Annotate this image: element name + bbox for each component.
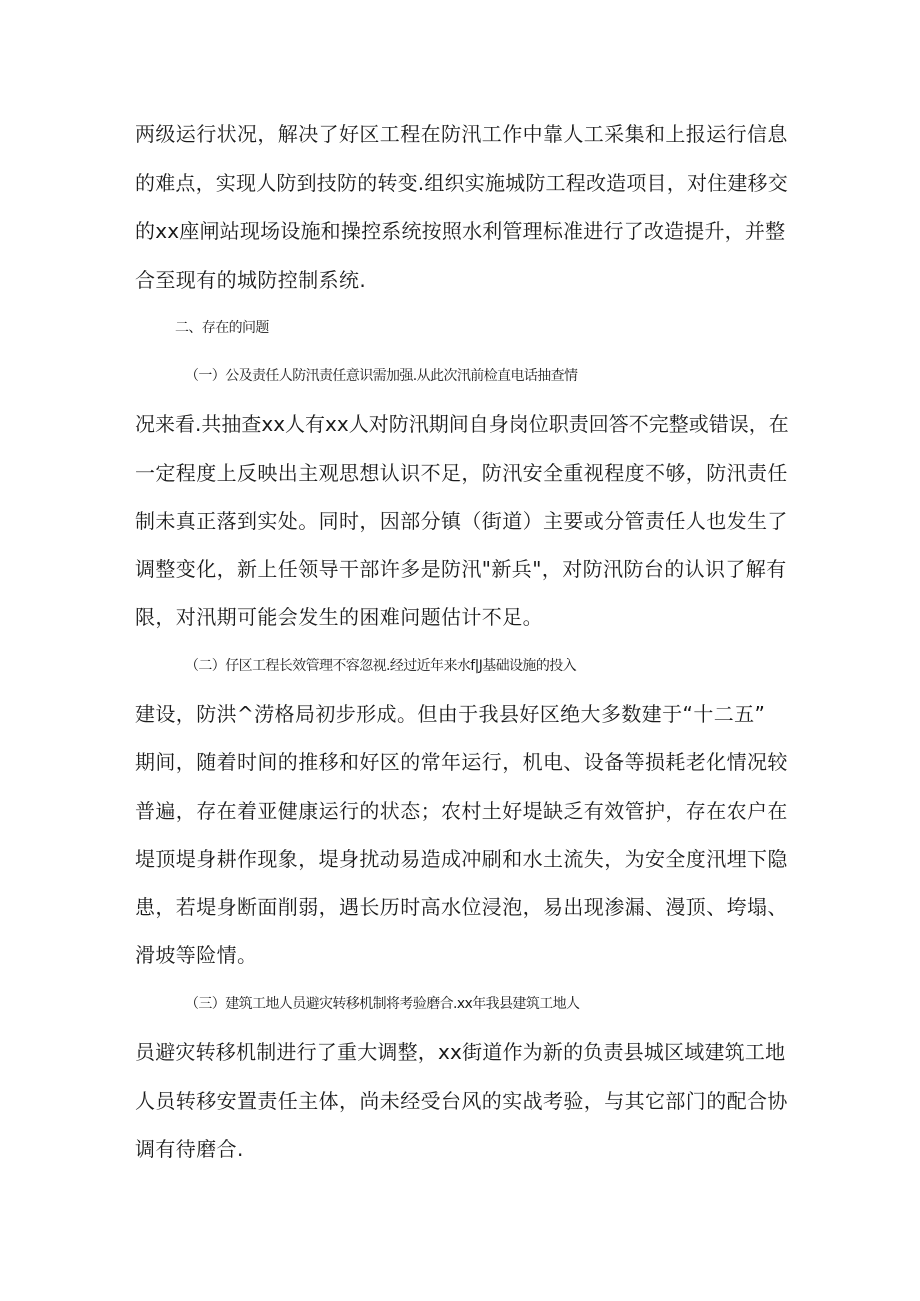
paragraph-line: 两级运行状况，解决了好区工程在防汛工作中靠人工采集和上报运行信息 [135, 122, 788, 146]
paragraph-line: 制未真正落到实处。同时，因部分镇（街道）主要或分管责任人也发生了 [135, 509, 788, 533]
paragraph-line: 合至现有的城防控制系统. [135, 268, 367, 292]
paragraph-line: 一定程度上反映出主观思想认识不足，防汛安全重视程度不够，防汛责任 [135, 461, 788, 485]
paragraph-line: 患，若堤身断面削弱，遇长历时高水位浸泡，易出现渗漏、漫顶、垮塌、 [135, 895, 788, 919]
paragraph-line: 员避灾转移机制进行了重大调整，xx街道作为新的负责县城区域建筑工地 [135, 1040, 786, 1064]
paragraph-line: （一）公及责任人防汛责任意识需加强.从此次汛前检直电话抽查情 [185, 368, 578, 384]
paragraph-line: 期间，随着时间的推移和好区的常年运行，机电、设备等损耗老化情况较 [135, 750, 788, 774]
paragraph-line: 建设，防洪^涝格局初步形成。但由于我县好区绝大多数建于“十二五” [135, 702, 766, 726]
paragraph-line: 况来看.共抽查xx人有xx人对防汛期间自身岗位职责回答不完整或错误，在 [135, 412, 789, 436]
paragraph-line: 滑坡等险情。 [135, 943, 258, 967]
paragraph-line: 普遍，存在着亚健康运行的状态；农村土好堤缺乏有效管护，存在农户在 [135, 799, 788, 823]
section-heading: 二、存在的问题 [175, 320, 269, 336]
paragraph-line: 调有待磨合. [135, 1137, 244, 1161]
paragraph-line: 人员转移安置责任主体，尚未经受台风的实战考验，与其它部门的配合协 [135, 1089, 788, 1113]
paragraph-line: 堤顶堤身耕作现象，堤身扰动易造成冲刷和水土流失，为安全度汛埋下隐 [135, 847, 788, 871]
paragraph-line: 的xx座闸站现场设施和操控系统按照水利管理标准进行了改造提升，并整 [135, 219, 786, 243]
paragraph-line: 限，对汛期可能会发生的困难问题估计不足。 [135, 605, 543, 629]
paragraph-line: 的难点，实现人防到技防的转变.组织实施城防工程改造项目，对住建移交 [135, 171, 788, 195]
paragraph-line: （三）建筑工地人员避灾转移机制将考验磨合.xx年我县建筑工地人 [185, 996, 580, 1012]
paragraph-line: 调整变化，新上任领导干部许多是防汛"新兵"，对防汛防台的认识了解有 [135, 557, 787, 581]
paragraph-line: （二）仔区工程长效管理不容忽视.经过近年来水f|J基础设施的投入 [185, 658, 577, 674]
